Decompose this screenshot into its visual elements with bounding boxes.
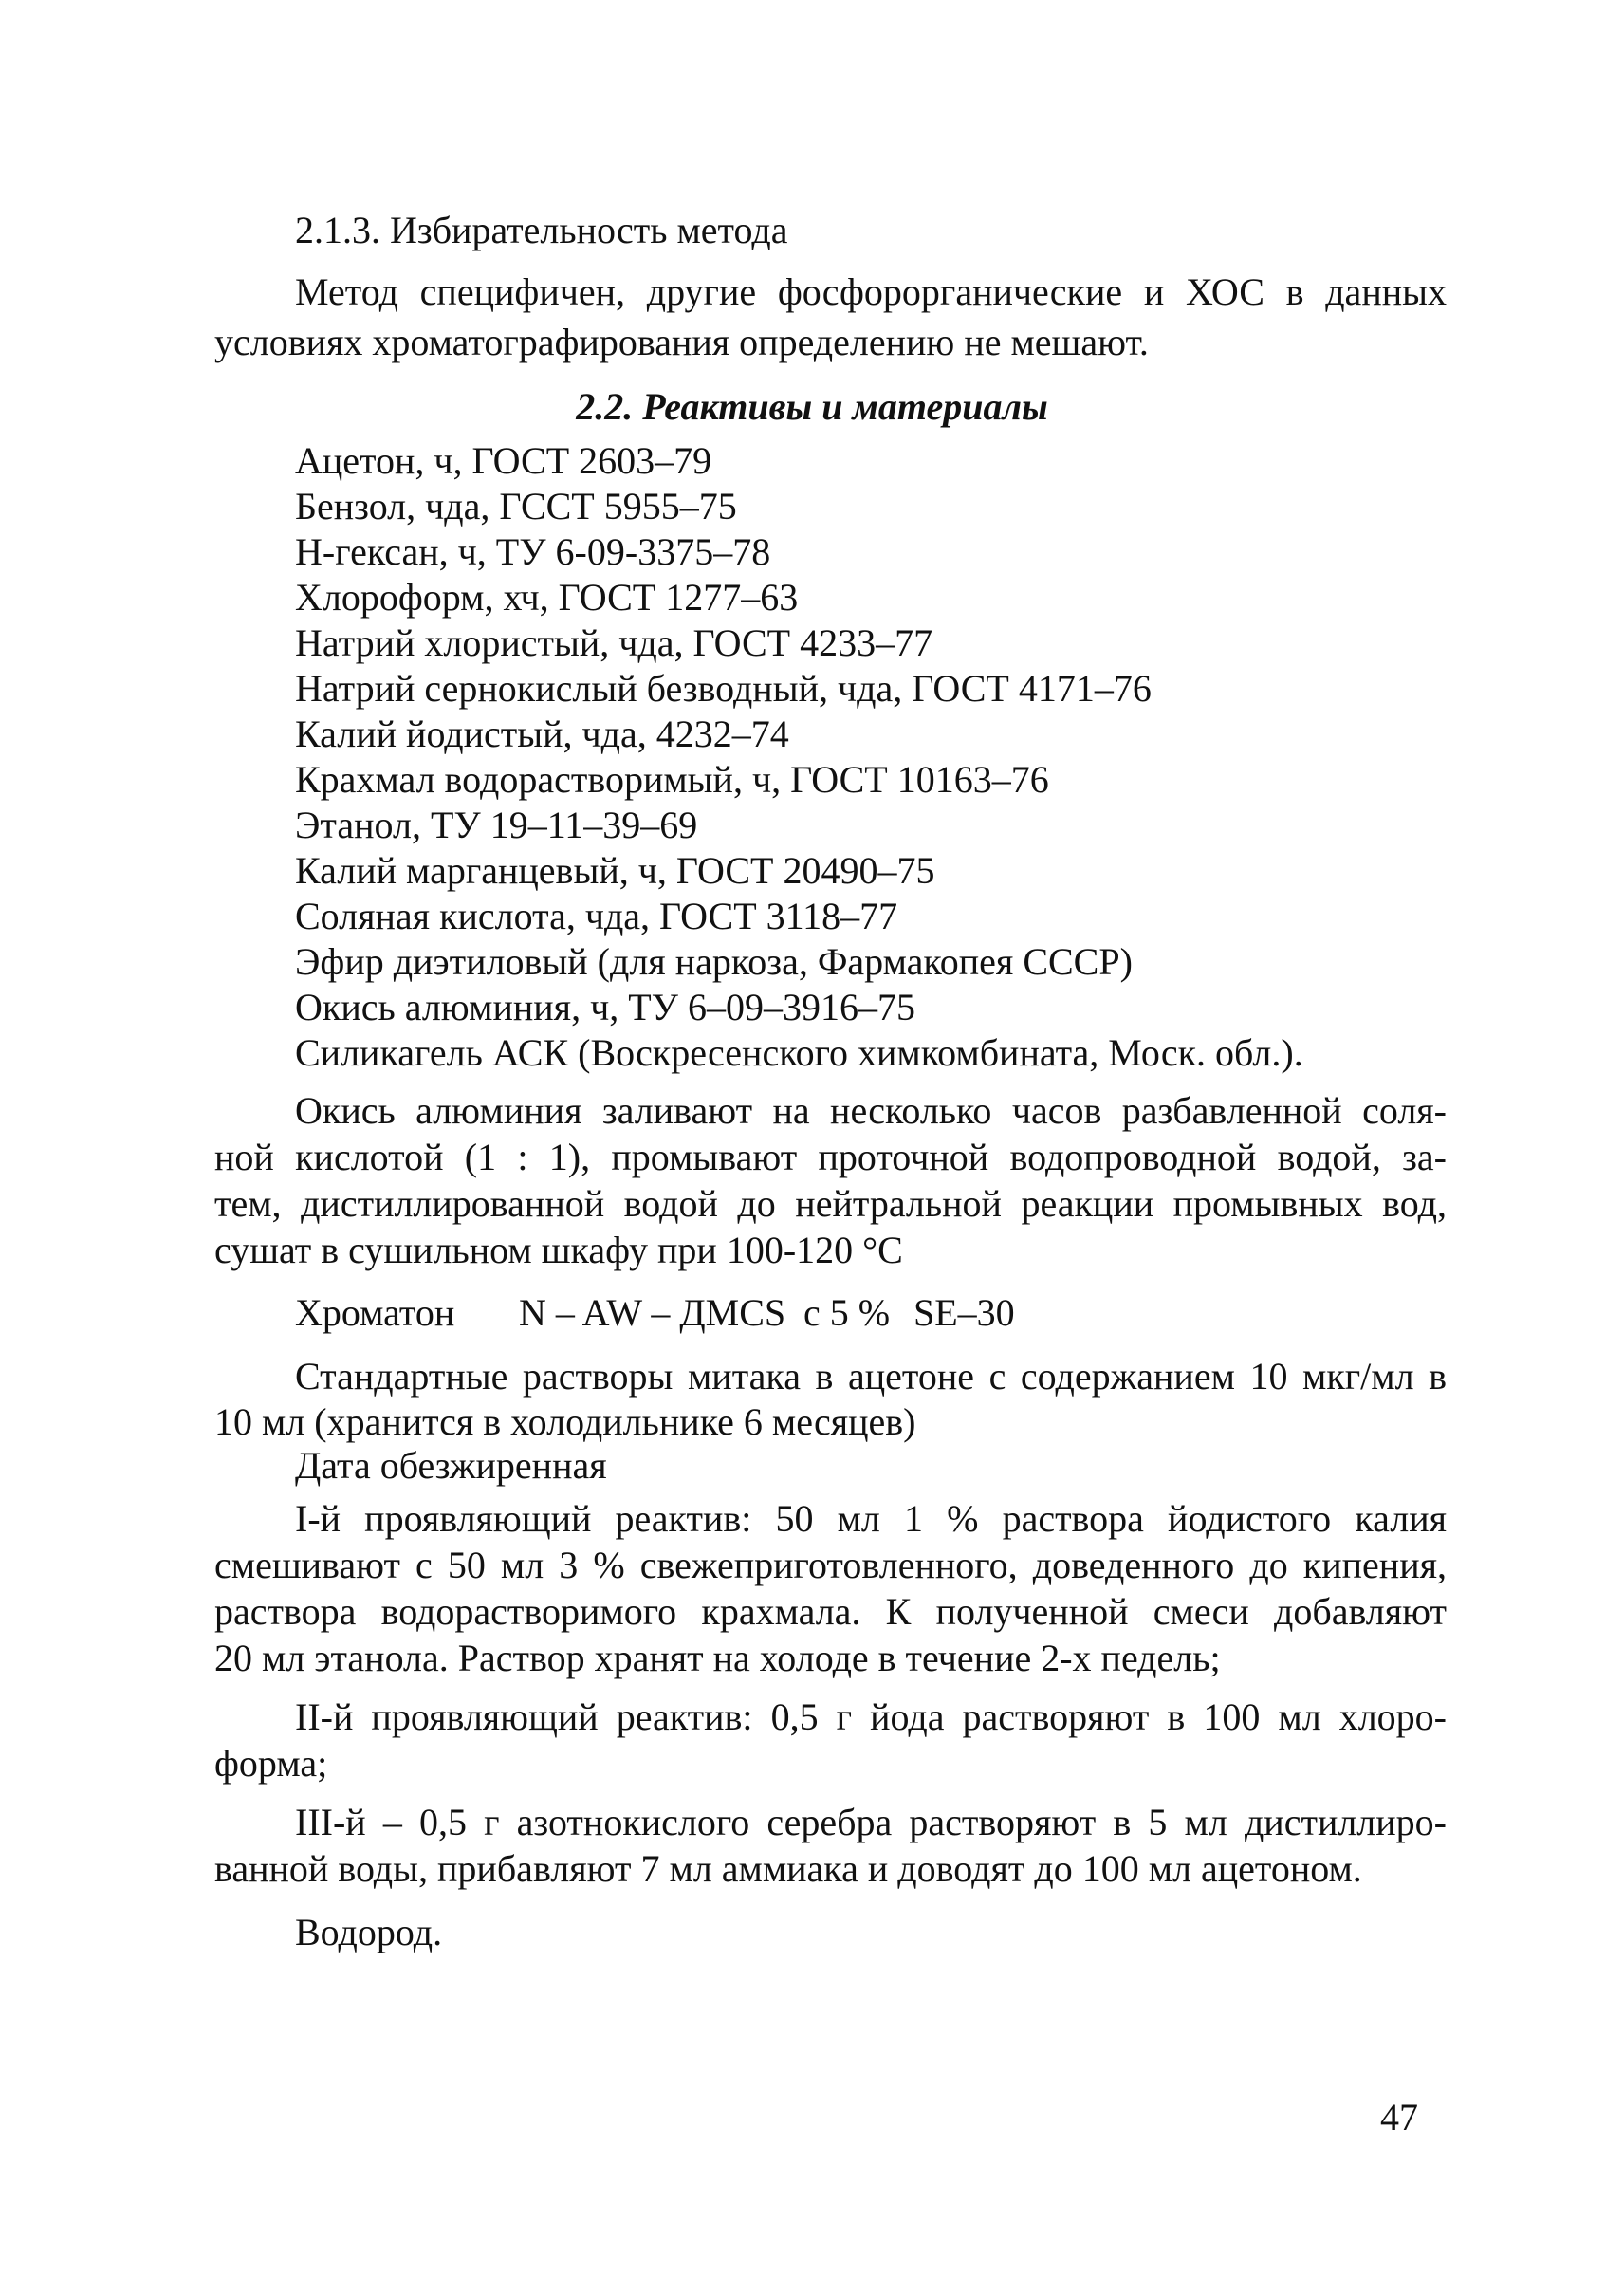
hydrogen-line: Водород. <box>295 1911 443 1953</box>
reagent-item: Хлороформ, хч, ГОСТ 1277–63 <box>295 576 799 619</box>
reagent-item: Силикагель АСК (Воскресенского химкомбината, Моск. обл.). <box>295 1031 1303 1074</box>
paragraph-line: смешивают с 50 мл 3 % свежеприготовленного, доведенного до кипения, <box>214 1544 1447 1586</box>
paragraph-line: условиях хроматографирования определению не мешают. <box>214 321 1149 363</box>
reagent-item: Крахмал водорастворимый, ч, ГОСТ 10163–76 <box>295 758 1049 801</box>
reagent-item: Этанол, ТУ 19–11–39–69 <box>295 804 698 846</box>
chromaton-liquid: SE–30 <box>914 1291 1015 1334</box>
gauze-line: Дата обезжиренная <box>295 1444 607 1487</box>
section-title: 2.1.3. Избирательность метода <box>295 209 788 251</box>
chromaton-line <box>295 1290 1015 1336</box>
paragraph-line: II-й проявляющий реактив: 0,5 г йода растворяют в 100 мл хлоро- <box>295 1695 1447 1738</box>
reagent-item: Соляная кислота, чда, ГОСТ 3118–77 <box>295 895 898 937</box>
paragraph-line: ной кислотой (1 : 1), промывают проточной водопроводной водой, за- <box>214 1136 1447 1178</box>
paragraph-line: форма; <box>214 1742 328 1785</box>
paragraph-line: Метод специфичен, другие фосфорорганические и ХОС в данных <box>295 270 1447 313</box>
reagent-item: Бензол, чда, ГССТ 5955–75 <box>295 485 737 528</box>
reagent-item: Окись алюминия, ч, ТУ 6–09–3916–75 <box>295 986 915 1028</box>
paragraph-line: Стандартные растворы митака в ацетоне с содержанием 10 мкг/мл в <box>295 1355 1447 1398</box>
chromaton-loading: с 5 % <box>803 1291 891 1334</box>
reagent-item: Калий марганцевый, ч, ГОСТ 20490–75 <box>295 849 935 892</box>
paragraph-line: 10 мл (хранится в холодильнике 6 месяцев) <box>214 1400 916 1443</box>
chromaton-phase: N – AW – ДМCS <box>519 1291 786 1334</box>
reagent-item: Натрий хлористый, чда, ГОСТ 4233–77 <box>295 621 933 664</box>
page-number: 47 <box>1380 2096 1418 2139</box>
reagent-item: Натрий сернокислый безводный, чда, ГОСТ 4171–76 <box>295 667 1152 710</box>
paragraph-line: I-й проявляющий реактив: 50 мл 1 % раствора йодистого калия <box>295 1497 1447 1540</box>
paragraph-line: раствора водорастворимого крахмала. К полученной смеси добавляют <box>214 1590 1447 1633</box>
section-heading: 2.2. Реактивы и материалы <box>576 385 1048 428</box>
paragraph-line: III-й – 0,5 г азотнокислого серебра растворяют в 5 мл дистиллиро- <box>295 1801 1447 1843</box>
reagent-item: Калий йодистый, чда, 4232–74 <box>295 713 789 755</box>
reagent-item: Ацетон, ч, ГОСТ 2603–79 <box>295 439 712 482</box>
reagent-item: Н-гексан, ч, ТУ 6-09-3375–78 <box>295 530 771 573</box>
paragraph-line: тем, дистиллированной водой до нейтральной реакции промывных вод, <box>214 1182 1447 1225</box>
paragraph-line: Окись алюминия заливают на несколько часов разбавленной соля- <box>295 1089 1447 1132</box>
paragraph-line: ванной воды, прибавляют 7 мл аммиака и доводят до 100 мл ацетоном. <box>214 1847 1362 1890</box>
reagent-item: Эфир диэтиловый (для наркоза, Фармакопея СССР) <box>295 940 1133 983</box>
paragraph-line: сушат в сушильном шкафу при 100-120 °С <box>214 1229 903 1271</box>
chromaton-name: Хроматон <box>295 1291 455 1334</box>
paragraph-line: 20 мл этанола. Раствор хранят на холоде в течение 2-х педель; <box>214 1637 1221 1679</box>
